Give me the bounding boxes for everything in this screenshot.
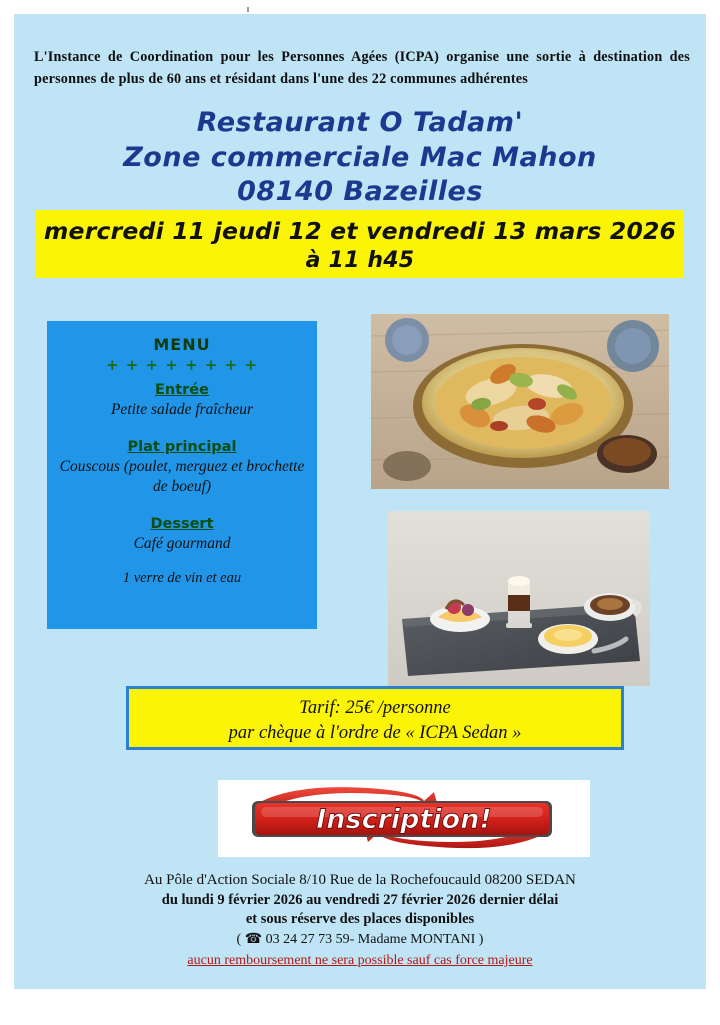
footer-line-3: et sous réserve des places disponibles [245,911,475,927]
tarif-box [126,686,624,750]
venue-line-3: 08140 Bazeilles [237,176,483,208]
menu-separator: + + + + + + + + [105,356,259,374]
menu-text-plat: Couscous (poulet, merguez et brochette de boeuf) [59,458,305,495]
menu-text-entree: Petite salade fraîcheur [110,401,254,418]
menu-text-dessert: Café gourmand [133,535,231,553]
scan-artifact [247,7,249,12]
menu-heading-entree: Entrée [155,382,209,398]
menu-drink: 1 verre de vin et eau [122,569,242,586]
date-line-2: à 11 h45 [305,247,415,273]
tarif-line-1: Tarif: 25€ /personne [299,698,451,718]
svg-text:Inscription!: Inscription! [316,804,492,835]
menu-panel [47,321,317,629]
footer-line-2: du lundi 9 février 2026 au vendredi 27 février 2026 dernier délai [161,892,559,908]
footer-phone-line: ( ☎ 03 24 27 73 59- Madame MONTANI ) [236,932,484,947]
menu-heading-plat: Plat principal [127,439,237,456]
date-line-1: mercredi 11 jeudi 12 et vendredi 13 mars 2026 [43,217,677,245]
dessert-photo [388,511,650,686]
venue-line-1: Restaurant O Tadam' [196,107,524,138]
footer-line-1: Au Pôle d'Action Sociale 8/10 Rue de la Rochefoucauld 08200 SEDAN [144,872,576,888]
date-banner [36,210,684,278]
inscription-banner [218,780,590,857]
menu-heading-dessert: Dessert [150,516,214,533]
couscous-photo [371,314,669,489]
footer-warning: aucun remboursement ne sera possible sauf cas force majeure [187,953,533,968]
venue-block [14,106,706,210]
menu-title: MENU [153,335,211,354]
footer-block [14,872,706,969]
menu-spacer [47,419,317,431]
tarif-line-2: par chèque à l'ordre de « ICPA Sedan » [228,723,522,743]
intro-paragraph: L'Instance de Coordination pour les Personnes Agées (ICPA) organise une sortie à destination des personnes de plus de 60 ans et résidant dans l'une des 22 communes adhérentes [34,49,690,87]
venue-line-2: Zone commerciale Mac Mahon [123,141,597,173]
poster-body [14,14,706,989]
menu-spacer [47,496,317,508]
